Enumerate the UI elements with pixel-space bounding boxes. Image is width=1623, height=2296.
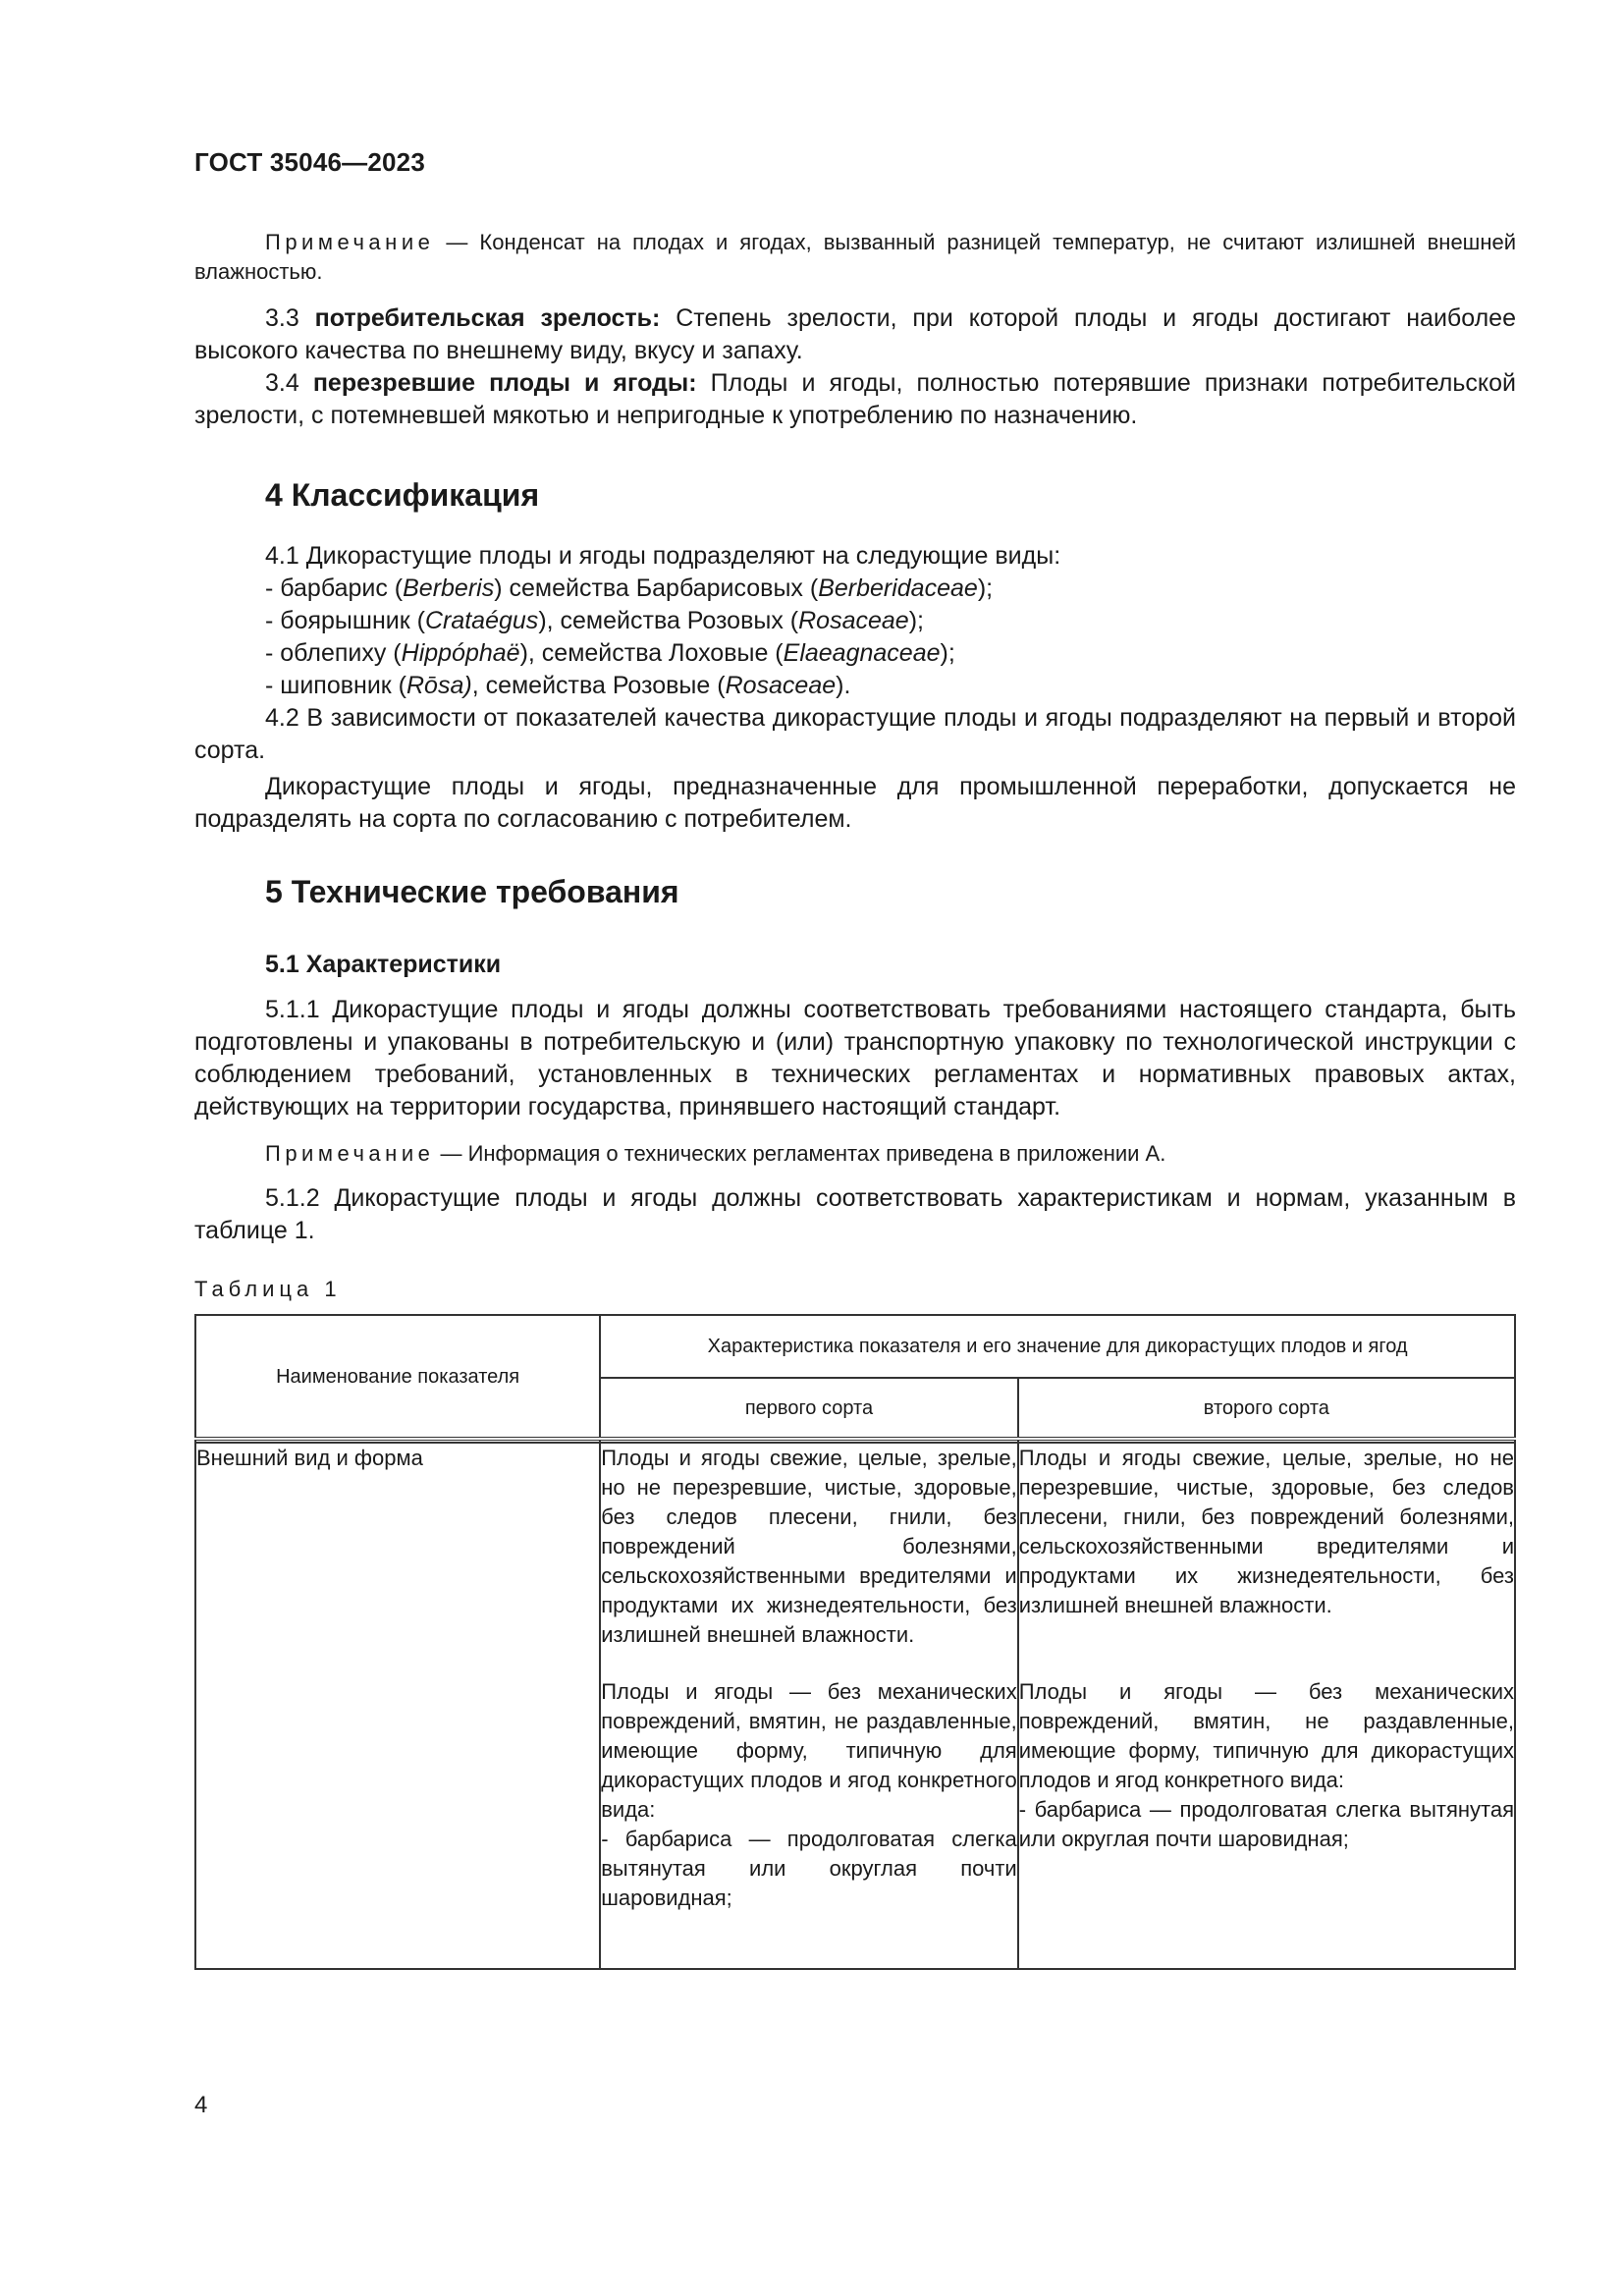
- clause-number: 3.4: [265, 369, 313, 397]
- section-5-1-title: 5.1 Характеристики: [265, 951, 502, 978]
- cell-first-grade: [600, 1443, 1018, 1969]
- list-item: - облепиху (Hippóphaë), семейства Лоховые (Elaeagnaceae);: [265, 639, 955, 667]
- note-2: [194, 1139, 1516, 1169]
- cell-second-grade: [1018, 1443, 1515, 1969]
- clause-3-3: [194, 302, 1516, 367]
- note-text: — Информация о технических регламентах приведена в приложении А.: [434, 1141, 1166, 1166]
- definition: Плоды и ягоды, полностью потерявшие признаки потребительской зрелости, с потемневшей мякотью и непригодные к употреблению по назначению.: [194, 369, 1516, 429]
- list-item: - шиповник (Rōsa), семейства Розовые (Rosaceae).: [265, 672, 851, 699]
- species-list: [194, 573, 1516, 702]
- table-caption: Таблица 1: [194, 1277, 342, 1301]
- second-grade-text-b: Плоды и ягоды — без механических повреждений, вмятин, не раздавленные, имеющие форму, типичную для дикорастущих плодов и ягод конкретного вида:: [1018, 1679, 1514, 1792]
- clause-5-1-2: 5.1.2 Дикорастущие плоды и ягоды должны соответствовать характеристикам и нормам, указанным в таблице 1.: [194, 1184, 1516, 1244]
- clause-5-1-1: 5.1.1 Дикорастущие плоды и ягоды должны соответствовать требованиями настоящего стандарта, быть подготовлены и упакованы в потребительскую и (или) транспортную упаковку по технологической инструкции с соблюдением требований, установленных в технических регламентах и нормативных правовых актах, действующих на территории государства, принявшего настоящий стандарт.: [194, 996, 1516, 1121]
- header-first-grade: первого сорта: [600, 1378, 1018, 1439]
- header-indicator-name: Наименование показателя: [195, 1315, 600, 1439]
- second-grade-text-c: - барбариса — продолговатая слегка вытянутая или округлая почти шаровидная;: [1018, 1797, 1514, 1851]
- second-grade-text-a: Плоды и ягоды свежие, целые, зрелые, но не перезревшие, чистые, здоровые, без следов плесени, гнили, без повреждений болезнями, сельскохозяйственными вредителями и продуктами их жизнедеятельности, без излишней внешней влажности.: [1018, 1446, 1514, 1617]
- clause-4-2-para: Дикорастущие плоды и ягоды, предназначенные для промышленной переработки, допускается не подразделять на сорта по согласованию с потребителем.: [194, 773, 1516, 833]
- clause-4-1: 4.1 Дикорастущие плоды и ягоды подразделяют на следующие виды:: [265, 542, 1061, 570]
- header-second-grade: второго сорта: [1018, 1378, 1515, 1439]
- table-row-label: Внешний вид и форма: [195, 1443, 600, 1969]
- note-1: [194, 228, 1516, 287]
- list-item: - боярышник (Crataégus), семейства Розовых (Rosaceae);: [265, 607, 924, 634]
- note-text: — Конденсат на плодах и ягодах, вызванный разницей температур, не считают излишней внешней влажностью.: [194, 230, 1516, 284]
- first-grade-text-a: Плоды и ягоды свежие, целые, зрелые, но не перезревшие, чистые, здоровые, без следов плесени, гнили, без повреждений болезнями, сельскохозяйственными вредителями и продуктами их жизнедеятельности, без излишней внешней влажности.: [601, 1446, 1017, 1647]
- clause-4-2: 4.2 В зависимости от показателей качества дикорастущие плоды и ягоды подразделяют на первый и второй сорта.: [194, 704, 1516, 764]
- section-4-title: 4 Классификация: [265, 477, 540, 513]
- note-label: Примечание: [265, 230, 435, 254]
- definition: Степень зрелости, при которой плоды и ягоды достигают наиболее высокого качества по внешнему виду, вкусу и запаху.: [194, 304, 1516, 364]
- section-5-title: 5 Технические требования: [265, 874, 679, 909]
- requirements-table: [194, 1314, 1516, 1970]
- document-header: ГОСТ 35046—2023: [194, 147, 425, 177]
- header-group: Характеристика показателя и его значение для дикорастущих плодов и ягод: [600, 1315, 1515, 1378]
- term: потребительская зрелость:: [314, 304, 661, 332]
- list-item: - барбарис (Berberis) семейства Барбарисовых (Berberidaceae);: [265, 574, 994, 602]
- clause-number: 3.3: [265, 304, 315, 332]
- term: перезревшие плоды и ягоды:: [312, 369, 697, 397]
- note-label: Примечание: [265, 1141, 435, 1166]
- first-grade-text-b: Плоды и ягоды — без механических повреждений, вмятин, не раздавленные, имеющие форму, типичную для дикорастущих плодов и ягод конкретного вида:: [601, 1679, 1017, 1822]
- first-grade-text-c: - барбариса — продолговатая слегка вытянутая или округлая почти шаровидная;: [601, 1827, 1017, 1910]
- clause-3-4: [194, 367, 1516, 432]
- page-number: 4: [194, 2092, 208, 2118]
